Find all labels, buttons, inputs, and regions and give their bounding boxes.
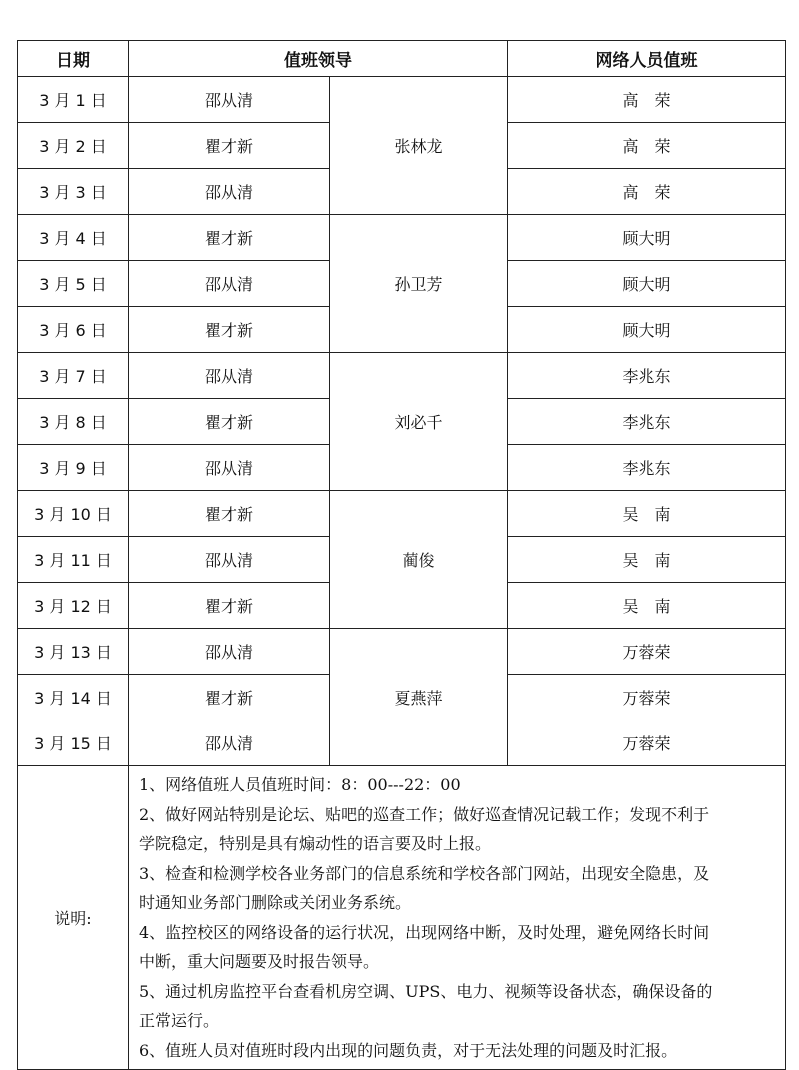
date-cell: 3 月 8 日: [18, 399, 129, 445]
duty-schedule-table: [17, 40, 786, 1070]
network-cell: 高 荣: [508, 123, 786, 169]
network-cell: 万蓉荣: [508, 629, 786, 675]
network-cell: 吴 南: [508, 491, 786, 537]
leader-cell: 瞿才新: [129, 123, 330, 169]
note-line: 学院稳定，特别是具有煽动性的语言要及时上报。: [139, 834, 492, 853]
leader-cell: 邵从清: [129, 77, 330, 123]
leader-cell: 邵从清: [129, 353, 330, 399]
network-cell: 顾大明: [508, 261, 786, 307]
network-cell: 李兆东: [508, 399, 786, 445]
table-row: [18, 629, 786, 675]
leader-cell: 瞿才新: [129, 307, 330, 353]
network-cell: 高 荣: [508, 77, 786, 123]
leader-cell: 邵从清: [129, 445, 330, 491]
leader-cell: 瞿才新: [129, 491, 330, 537]
date-cell: 3 月 2 日: [18, 123, 129, 169]
leader-cell: 邵从清: [129, 720, 330, 766]
senior-leader-cell: 张林龙: [330, 77, 508, 215]
date-cell: 3 月 3 日: [18, 169, 129, 215]
date-cell: 3 月 7 日: [18, 353, 129, 399]
network-cell: 高 荣: [508, 169, 786, 215]
date-cell: 3 月 10 日: [18, 491, 129, 537]
date-cell: 3 月 15 日: [18, 720, 129, 766]
senior-leader-cell: 夏燕萍: [330, 629, 508, 766]
note-line: 4、监控校区的网络设备的运行状况，出现网络中断，及时处理，避免网络长时间: [139, 922, 710, 942]
header-date: 日期: [18, 41, 129, 77]
table-row: [18, 215, 786, 261]
date-cell: 3 月 12 日: [18, 583, 129, 629]
leader-cell: 瞿才新: [129, 215, 330, 261]
date-cell: 3 月 1 日: [18, 77, 129, 123]
note-line: 3、检查和检测学校各业务部门的信息系统和学校各部门网站，出现安全隐患，及: [139, 863, 710, 883]
leader-cell: 瞿才新: [129, 583, 330, 629]
table-row: [18, 353, 786, 399]
date-cell: 3 月 11 日: [18, 537, 129, 583]
note-line: 正常运行。: [139, 1011, 220, 1030]
table-row: [18, 77, 786, 123]
date-cell: 3 月 13 日: [18, 629, 129, 675]
leader-cell: 瞿才新: [129, 399, 330, 445]
note-line: 5、通过机房监控平台查看机房空调、UPS、电力、视频等设备状态，确保设备的: [139, 981, 713, 1001]
notes-content: [129, 766, 786, 1070]
leader-cell: 瞿才新: [129, 675, 330, 721]
network-cell: 顾大明: [508, 307, 786, 353]
header-network: 网络人员值班: [508, 41, 786, 77]
network-cell: 吴 南: [508, 583, 786, 629]
note-line: 1、网络值班人员值班时间：8：00---22：00: [139, 775, 461, 794]
network-cell: 万蓉荣: [508, 720, 786, 766]
leader-cell: 邵从清: [129, 537, 330, 583]
header-row: [18, 41, 786, 77]
date-cell: 3 月 4 日: [18, 215, 129, 261]
senior-leader-cell: 蔺俊: [330, 491, 508, 629]
table-row: [18, 491, 786, 537]
network-cell: 万蓉荣: [508, 675, 786, 721]
date-cell: 3 月 5 日: [18, 261, 129, 307]
notes-label: 说明:: [18, 766, 129, 1070]
note-line: 中断，重大问题要及时报告领导。: [139, 952, 380, 971]
note-line: 2、做好网站特别是论坛、贴吧的巡查工作；做好巡查情况记载工作；发现不利于: [139, 804, 710, 824]
network-cell: 李兆东: [508, 353, 786, 399]
senior-leader-cell: 孙卫芳: [330, 215, 508, 353]
note-line: 时通知业务部门删除或关闭业务系统。: [139, 893, 412, 912]
date-cell: 3 月 14 日: [18, 675, 129, 721]
senior-leader-cell: 刘必千: [330, 353, 508, 491]
date-cell: 3 月 9 日: [18, 445, 129, 491]
leader-cell: 邵从清: [129, 169, 330, 215]
network-cell: 吴 南: [508, 537, 786, 583]
notes-row: [18, 766, 786, 1070]
leader-cell: 邵从清: [129, 629, 330, 675]
network-cell: 李兆东: [508, 445, 786, 491]
date-cell: 3 月 6 日: [18, 307, 129, 353]
leader-cell: 邵从清: [129, 261, 330, 307]
header-leader: 值班领导: [129, 41, 508, 77]
network-cell: 顾大明: [508, 215, 786, 261]
note-line: 6、值班人员对值班时段内出现的问题负责，对于无法处理的问题及时汇报。: [139, 1040, 678, 1060]
